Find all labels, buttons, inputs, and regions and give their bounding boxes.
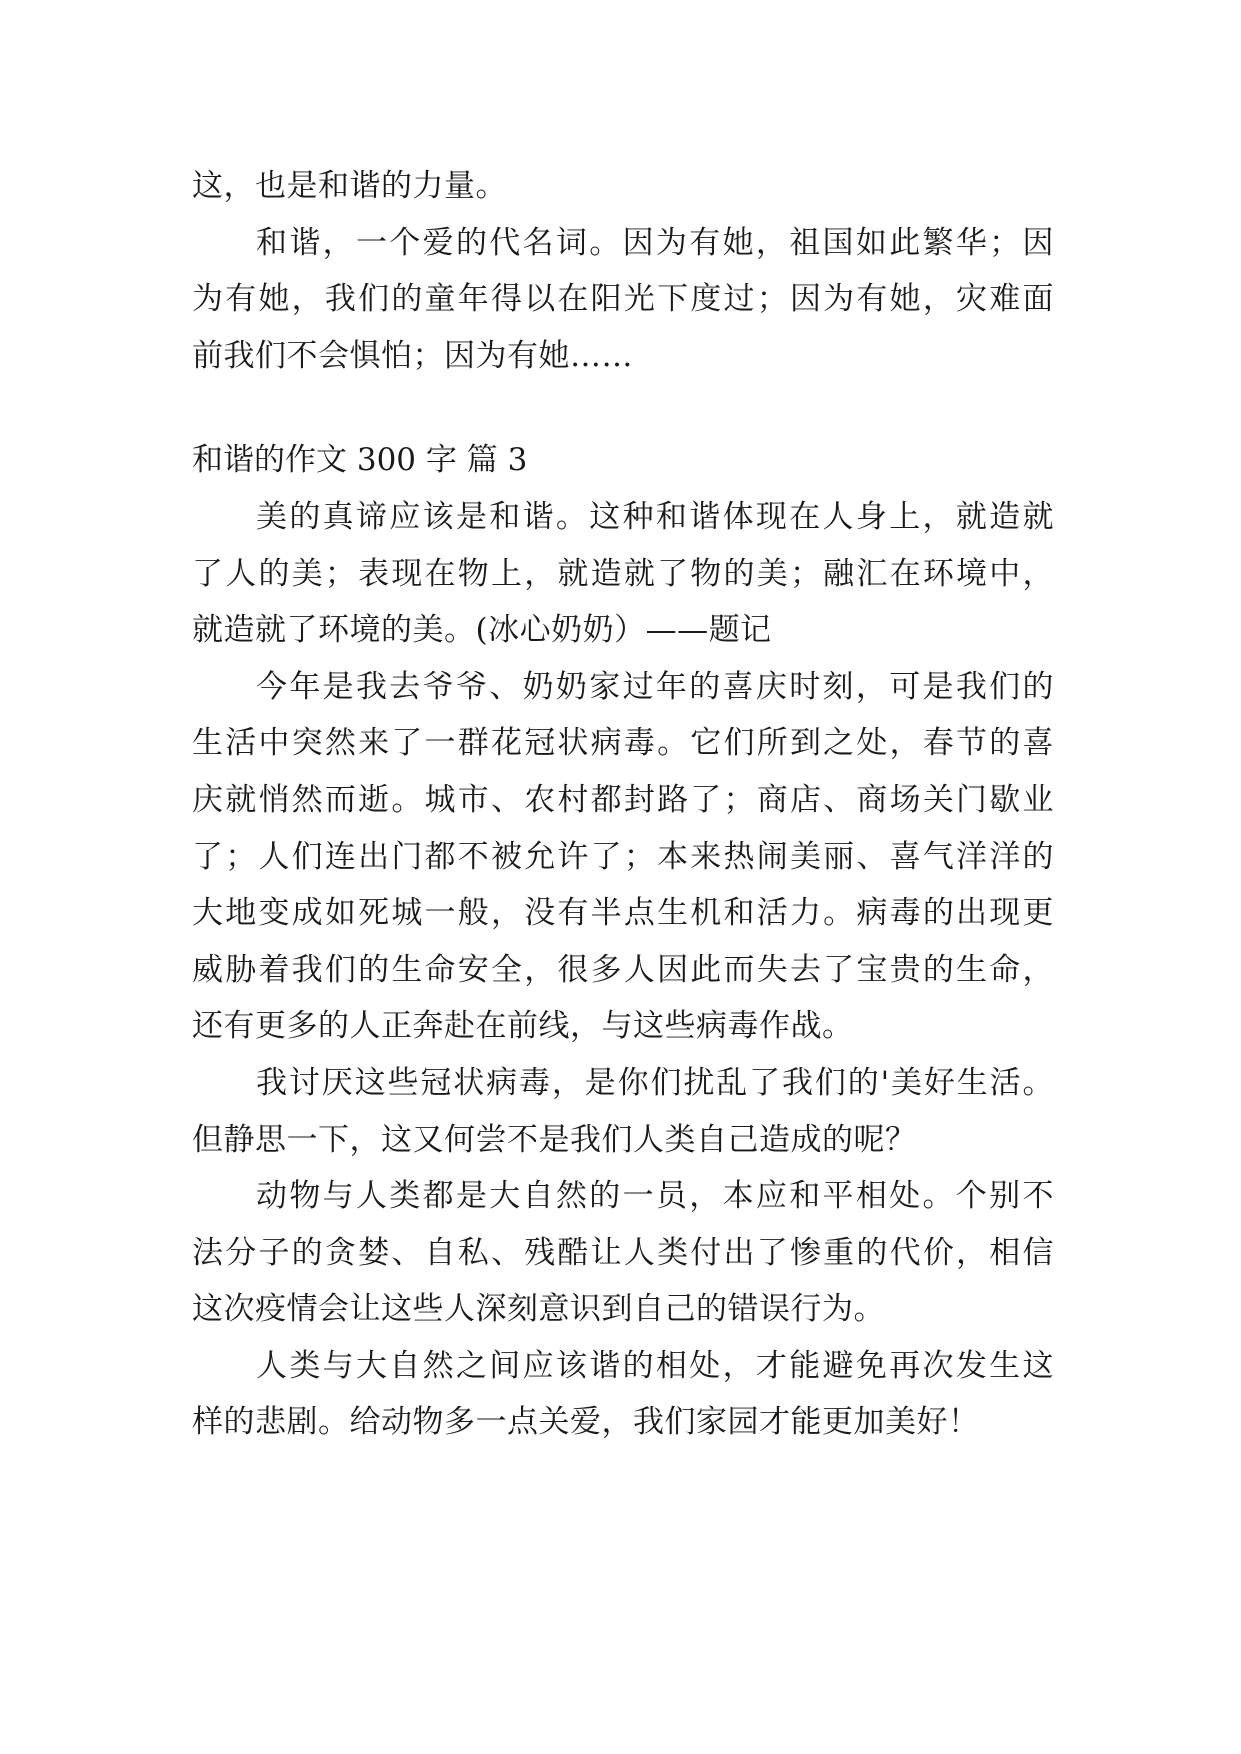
paragraph-epigraph bbox=[192, 489, 1054, 659]
document-page bbox=[192, 158, 1054, 1451]
text-line: 美的真谛应该是和谐。这种和谐体现在人身上，就造就 bbox=[256, 498, 1054, 535]
text-line: 为有她，我们的童年得以在阳光下度过；因为有她，灾难面 bbox=[192, 281, 1054, 318]
text-line: 动物与人类都是大自然的一员，本应和平相处。个别不 bbox=[256, 1178, 1054, 1215]
section-heading: 和谐的作文 300 字 篇 3 bbox=[192, 442, 528, 479]
text-line: 我讨厌这些冠状病毒，是你们扰乱了我们的'美好生活。 bbox=[256, 1064, 1054, 1101]
text-line: 这次疫情会让这些人深刻意识到自己的错误行为。 bbox=[192, 1291, 885, 1328]
paragraph-animals-humans bbox=[192, 1168, 1054, 1338]
paragraph-conclusion bbox=[192, 1338, 1054, 1451]
text-line: 人类与大自然之间应该谐的相处，才能避免再次发生这 bbox=[256, 1347, 1054, 1384]
text-line: 就造就了环境的美。(冰心奶奶）——题记 bbox=[192, 612, 772, 649]
text-line: 和谐，一个爱的代名词。因为有她，祖国如此繁华；因 bbox=[256, 224, 1054, 261]
text-line: 了；人们连出门都不被允许了；本来热闹美丽、喜气洋洋的 bbox=[192, 838, 1054, 875]
paragraph-continuation bbox=[192, 158, 1054, 215]
text-line: 还有更多的人正奔赴在前线，与这些病毒作战。 bbox=[192, 1008, 854, 1045]
paragraph-harmony-love bbox=[192, 215, 1054, 385]
text-line: 样的悲剧。给动物多一点关爱，我们家园才能更加美好！ bbox=[192, 1404, 980, 1441]
text-line: 今年是我去爷爷、奶奶家过年的喜庆时刻，可是我们的 bbox=[256, 668, 1054, 705]
text-line: 前我们不会惧怕；因为有她…… bbox=[192, 337, 633, 374]
text-line: 法分子的贪婪、自私、残酷让人类付出了惨重的代价，相信 bbox=[192, 1234, 1054, 1271]
text-line: 威胁着我们的生命安全，很多人因此而失去了宝贵的生命， bbox=[192, 951, 1054, 988]
text-line: 庆就悄然而逝。城市、农村都封路了；商店、商场关门歇业 bbox=[192, 781, 1054, 818]
paragraph-new-year-virus bbox=[192, 659, 1054, 1055]
text-line: 大地变成如死城一般，没有半点生机和活力。病毒的出现更 bbox=[192, 895, 1054, 932]
text-line: 这，也是和谐的力量。 bbox=[192, 168, 507, 204]
text-line: 生活中突然来了一群花冠状病毒。它们所到之处，春节的喜 bbox=[192, 725, 1054, 762]
text-line: 但静思一下，这又何尝不是我们人类自己造成的呢？ bbox=[192, 1121, 917, 1158]
text-line: 了人的美；表现在物上，就造就了物的美；融汇在环境中， bbox=[192, 555, 1054, 592]
paragraph-reflection bbox=[192, 1055, 1054, 1168]
